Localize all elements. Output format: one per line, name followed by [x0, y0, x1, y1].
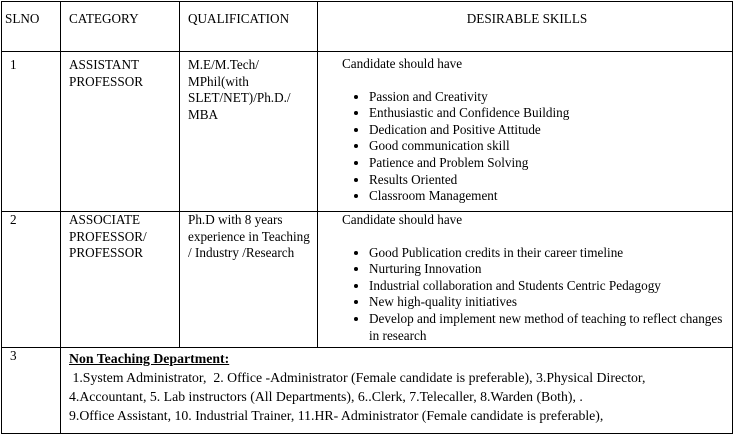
skills-intro: Candidate should have: [342, 56, 463, 71]
non-teaching-title: Non Teaching Department:: [69, 351, 230, 366]
list-item: • New high-quality initiatives: [369, 294, 732, 311]
table-row: [2, 348, 733, 434]
list-item: • Nurturing Innovation: [369, 261, 732, 278]
row-slno: 3: [2, 348, 61, 434]
row-category: ASSISTANT PROFESSOR: [61, 52, 180, 212]
row-slno: 1: [2, 52, 61, 212]
skills-intro: Candidate should have: [342, 212, 463, 227]
list-item: • Patience and Problem Solving: [369, 155, 732, 172]
row-skills: [318, 52, 733, 212]
non-teaching-line: 4.Accountant, 5. Lab instructors (All Departments), 6..Clerk, 7.Telecaller, 8.Warden (Both), .: [69, 389, 583, 404]
table-row: [2, 52, 733, 212]
list-item: • Passion and Creativity: [369, 89, 732, 106]
jobs-table: [1, 1, 733, 434]
non-teaching-line: 9.Office Assistant, 10. Industrial Trainer, 11.HR- Administrator (Female candidate is preferable),: [69, 408, 604, 423]
non-teaching-cell: [61, 348, 733, 434]
skills-list: [342, 245, 732, 345]
row-slno: 2: [2, 212, 61, 348]
list-item: • Enthusiastic and Confidence Building: [369, 105, 732, 122]
list-item: • Results Oriented: [369, 172, 732, 189]
header-qualification: QUALIFICATION: [180, 2, 318, 52]
row-skills: [318, 212, 733, 348]
non-teaching-line: 1.System Administrator, 2. Office -Administrator (Female candidate is preferable), 3.Physical Director,: [69, 370, 646, 385]
list-item: • Classroom Management: [369, 188, 732, 205]
row-qualification: Ph.D with 8 years experience in Teaching / Industry /Research: [180, 212, 318, 348]
skills-list: [342, 89, 732, 205]
list-item: • Dedication and Positive Attitude: [369, 122, 732, 139]
header-skills: DESIRABLE SKILLS: [318, 2, 733, 52]
list-item: • Good communication skill: [369, 138, 732, 155]
table-row: [2, 212, 733, 348]
row-qualification: M.E/M.Tech/ MPhil(with SLET/NET)/Ph.D./ MBA: [180, 52, 318, 212]
header-slno: SLNO: [2, 2, 61, 52]
list-item: • Develop and implement new method of teaching to reflect changes in research: [369, 311, 732, 344]
row-category: ASSOCIATE PROFESSOR/ PROFESSOR: [61, 212, 180, 348]
header-category: CATEGORY: [61, 2, 180, 52]
list-item: • Industrial collaboration and Students Centric Pedagogy: [369, 278, 732, 295]
list-item: • Good Publication credits in their career timeline: [369, 245, 732, 262]
header-row: [2, 2, 733, 52]
